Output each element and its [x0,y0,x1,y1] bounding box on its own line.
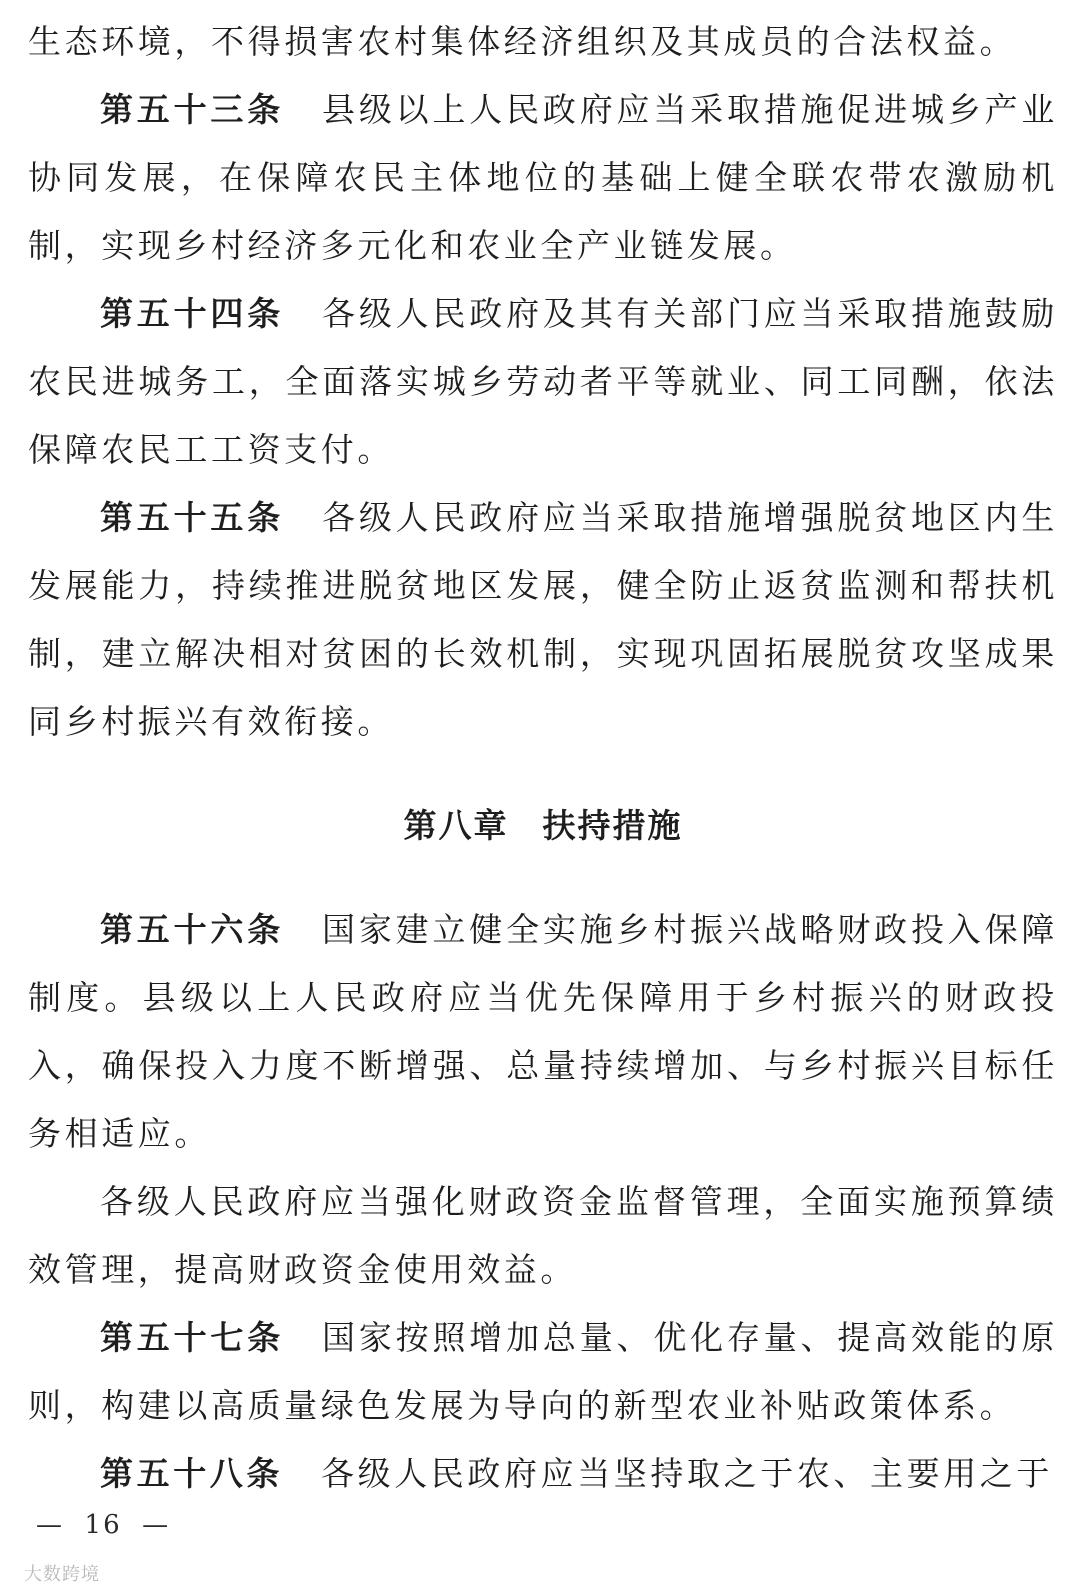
article-text: 各级人民政府应当坚持取之于农、主要用之于 [321,1454,1053,1493]
article-56-paragraph-2 [28,1168,1058,1304]
article-56 [28,896,1058,1168]
article-57 [28,1304,1058,1440]
article-text: 国家建立健全实施乡村振兴战略财政投入保障制度。县级以上人民政府应当优先保障用于乡村振兴的财政投入，确保投入力度不断增强、总量持续增加、与乡村振兴目标任务相适应。 [28,910,1059,1153]
article-55 [28,484,1058,756]
page-number: 16 [84,1510,122,1540]
chapter-title: 扶持措施 [542,806,683,845]
article-number: 第五十四条 [100,294,285,333]
paragraph-text: 各级人民政府应当强化财政资金监督管理，全面实施预算绩效管理，提高财政资金使用效益。 [28,1182,1058,1289]
page-footer: — 16 — [36,1510,171,1540]
article-text: 各级人民政府应当采取措施增强脱贫地区内生发展能力，持续推进脱贫地区发展，健全防止返贫监测和帮扶机制，建立解决相对贫困的长效机制，实现巩固拓展脱贫攻坚成果同乡村振兴有效衔接。 [28,498,1059,741]
paragraph-text: 生态环境，不得损害农村集体经济组织及其成员的合法权益。 [28,22,1017,61]
chapter-number: 第八章 [403,806,509,845]
article-54 [28,280,1058,484]
article-number: 第五十三条 [100,90,285,129]
article-number: 第五十五条 [100,498,285,537]
paragraph-continuation [28,8,1058,76]
article-number: 第五十八条 [100,1454,283,1493]
chapter-heading [28,792,1058,860]
article-text: 各级人民政府及其有关部门应当采取措施鼓励农民进城务工，全面落实城乡劳动者平等就业、同工同酬，依法保障农民工工资支付。 [28,294,1059,469]
article-number: 第五十七条 [100,1318,285,1357]
watermark-logo [24,1560,100,1586]
article-text: 国家按照增加总量、优化存量、提高效能的原则，构建以高质量绿色发展为导向的新型农业补贴政策体系。 [28,1318,1059,1425]
article-number: 第五十六条 [100,910,285,949]
article-text: 县级以上人民政府应当采取措施促进城乡产业协同发展，在保障农民主体地位的基础上健全联农带农激励机制，实现乡村经济多元化和农业全产业链发展。 [28,90,1059,265]
watermark-text: 大数跨境 [24,1564,100,1585]
document-page [28,8,1058,1508]
article-58 [28,1440,1058,1508]
article-53 [28,76,1058,280]
